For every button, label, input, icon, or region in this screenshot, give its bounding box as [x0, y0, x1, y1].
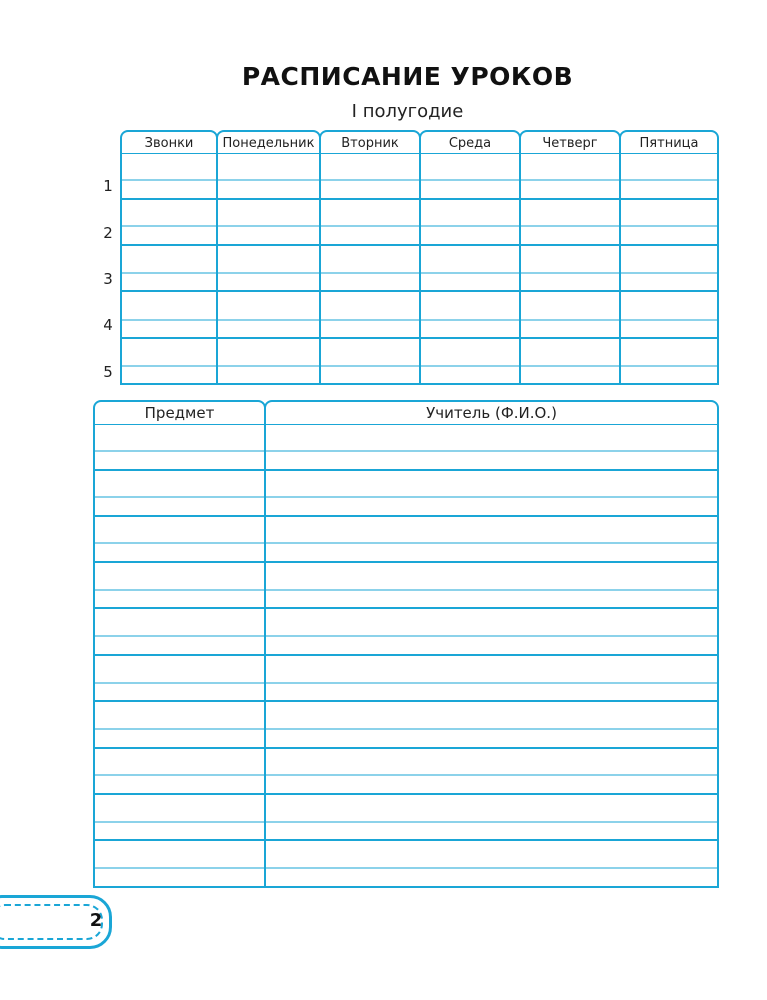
lesson-number-5: 5 [103, 363, 113, 381]
column-header-wednesday: Среда [419, 130, 521, 153]
column-header-thursday: Четверг [519, 130, 621, 153]
page-title: РАСПИСАНИЕ УРОКОВ [241, 62, 574, 91]
teachers-table [93, 400, 719, 888]
column-header-teacher: Учитель (Ф.И.О.) [264, 400, 719, 424]
column-header-friday: Пятница [619, 130, 719, 153]
schedule-grid [120, 130, 719, 385]
page-number: 2 [89, 910, 103, 931]
lesson-number-1: 1 [103, 177, 113, 195]
lesson-number-2: 2 [103, 224, 113, 242]
column-header-bells: Звонки [120, 130, 218, 153]
teachers-grid [93, 400, 719, 888]
column-header-tuesday: Вторник [319, 130, 421, 153]
column-header-monday: Понедельник [216, 130, 321, 153]
lesson-number-3: 3 [103, 270, 113, 288]
schedule-table [120, 130, 719, 385]
page-subtitle: I полугодие [351, 101, 464, 122]
column-header-subject: Предмет [93, 400, 266, 424]
lesson-number-4: 4 [103, 316, 113, 334]
